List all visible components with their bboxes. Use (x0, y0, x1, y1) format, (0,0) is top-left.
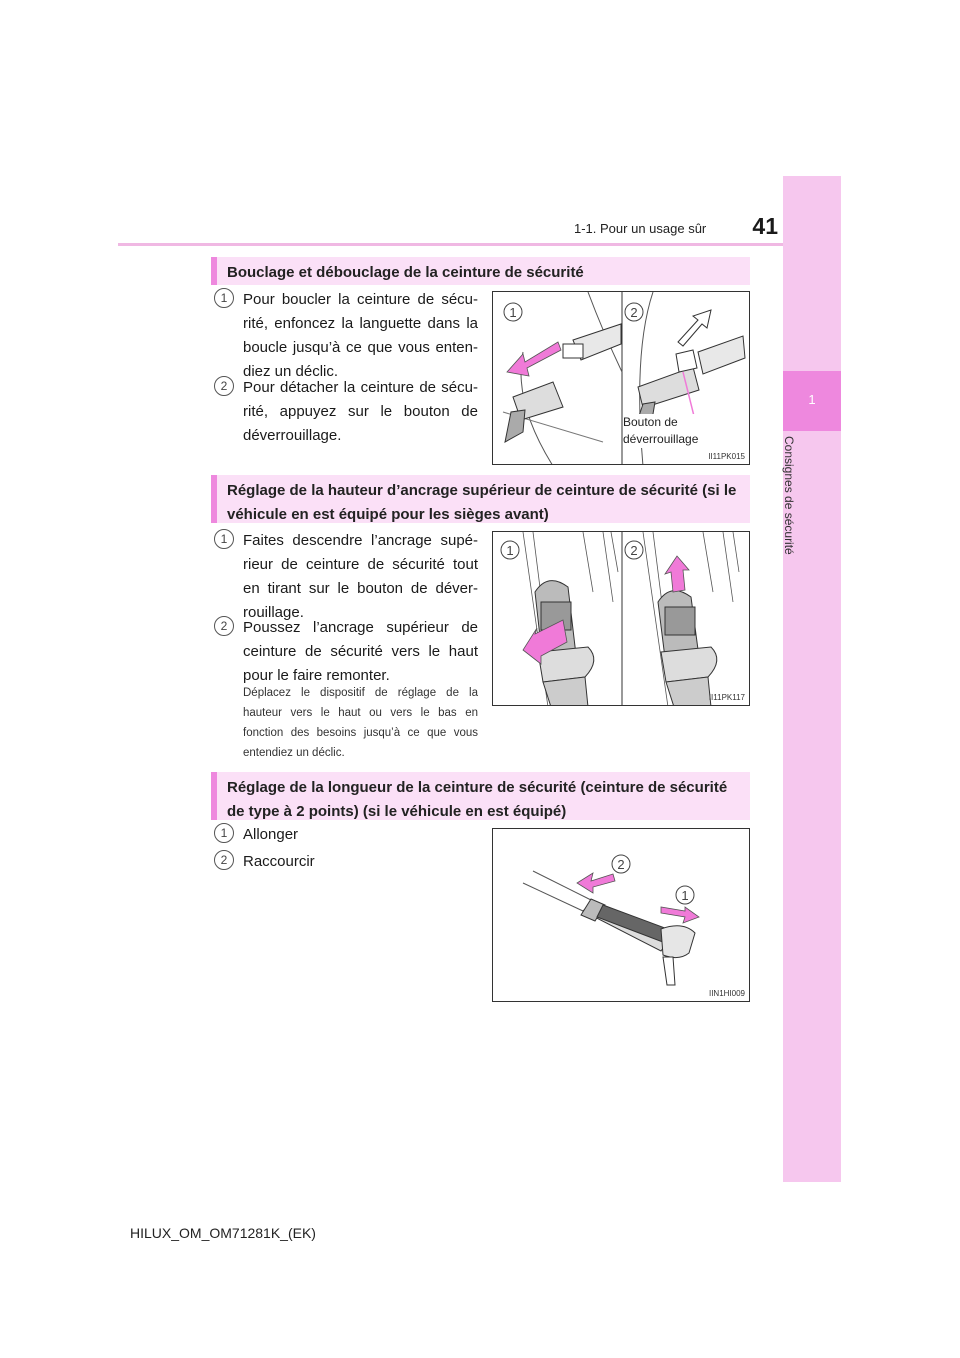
figure-buckle (492, 291, 750, 465)
figure-belt-length (492, 828, 750, 1002)
step-text: Poussez l’ancrage supérieur de ceinture de sécurité vers le haut pour le faire remonter. (243, 619, 478, 684)
figure-label: 1 (506, 543, 514, 558)
figure-label: 1 (681, 888, 689, 903)
step-text: Faites descendre l’ancrage supé-rieur de ceinture de sécurité tout en tirant sur le bouton de déver-rouillage. (243, 532, 478, 621)
side-tab-chapter-number: 1 (808, 392, 816, 407)
anchor-illustration (493, 532, 750, 706)
side-tab (783, 176, 841, 1182)
header-rule (118, 243, 841, 246)
figure-label: 1 (509, 305, 517, 320)
figure-label: 2 (630, 543, 638, 558)
step-text: Raccourcir (243, 853, 315, 870)
step-number: 1 (214, 288, 234, 308)
page-number: 41 (752, 213, 778, 239)
running-header-section: 1-1. Pour un usage sûr (574, 221, 707, 236)
figure-code: IIN1HI009 (708, 989, 745, 998)
step-number: 1 (214, 529, 234, 549)
step-text: Pour détacher la ceinture de sécu-rité, appuyez sur le bouton de déverrouillage. (243, 379, 478, 444)
side-tab-label: Consignes de sécurité (782, 436, 796, 555)
step-number: 2 (214, 850, 234, 870)
figure-label: 2 (617, 857, 625, 872)
section-heading-buckling: Bouclage et débouclage de la ceinture de sécurité (211, 257, 750, 285)
figure-label: 2 (630, 305, 638, 320)
note-text: Déplacez le dispositif de réglage de la hauteur vers le haut ou vers le bas en fonction des besoins jusqu’à ce que vous entendiez un déclic. (243, 687, 478, 759)
step-number: 1 (214, 823, 234, 843)
section-heading-belt-length: Réglage de la longueur de la ceinture de sécurité (ceinture de sécurité de type à 2 points) (si le véhicule en est équipé) (211, 772, 750, 820)
section-heading-anchor-height: Réglage de la hauteur d’ancrage supérieur de ceinture de sécurité (si le véhicule en est équipé pour les sièges avant) (211, 475, 750, 523)
figure-code: II11PK117 (708, 693, 745, 702)
figure-code: II11PK015 (708, 452, 745, 461)
figure-anchor-adjuster (492, 531, 750, 706)
step-number: 2 (214, 376, 234, 396)
belt-length-illustration (493, 829, 750, 1002)
footer-document-code: HILUX_OM_OM71281K_(EK) (130, 1225, 316, 1241)
step-number: 2 (214, 616, 234, 636)
step-text: Allonger (243, 826, 299, 843)
figure-callout: Bouton de déverrouillage (623, 414, 733, 448)
step-text: Pour boucler la ceinture de sécu-rité, enfoncez la languette dans la boucle jusqu’à ce que vous enten-diez un déclic. (243, 291, 478, 380)
